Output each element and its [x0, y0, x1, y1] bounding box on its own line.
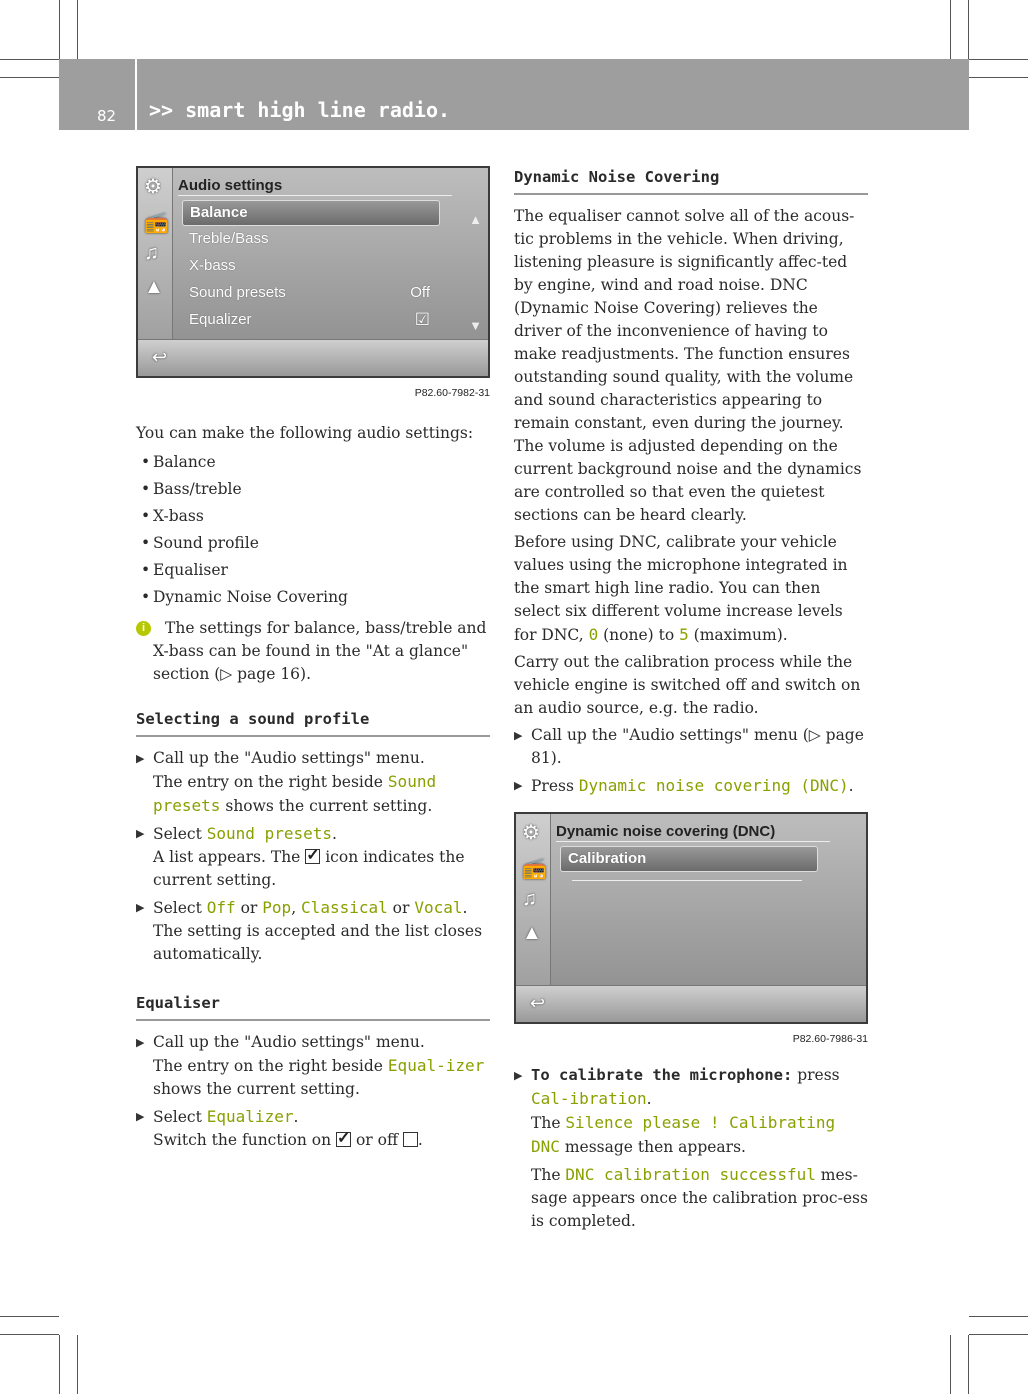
text: The — [531, 1114, 566, 1132]
page-header — [59, 59, 969, 130]
heading-sound-profile: Selecting a sound profile — [136, 708, 490, 737]
paragraph: Carry out the calibration process while the vehicle engine is switched off and switch on an audio source, e.g. the radio. — [514, 653, 861, 717]
info-icon: i — [136, 621, 151, 636]
screen-title: Audio settings — [178, 177, 283, 194]
step — [514, 774, 868, 798]
menu-item-label: Equalizer — [189, 311, 252, 328]
step — [136, 822, 490, 892]
sound-presets-value: Off — [410, 284, 430, 301]
step-result — [153, 1054, 490, 1101]
settings-list — [136, 449, 490, 611]
title-underline — [178, 195, 452, 196]
text: mes‐sage appears once the calibration proc‐ess is completed. — [531, 1166, 868, 1230]
highlight-text: Equal‐izer — [387, 1056, 485, 1075]
header-divider — [135, 59, 137, 130]
intro-text: You can make the following audio settings: — [136, 424, 474, 442]
step-text — [153, 1105, 490, 1129]
crop-mark — [77, 1335, 78, 1394]
list-item: • Sound profile — [136, 530, 490, 557]
music-note-icon: ♫ — [522, 888, 537, 910]
list-item: • Dynamic Noise Covering — [136, 584, 490, 611]
text: or — [387, 899, 415, 917]
text: Press — [531, 777, 579, 795]
radio-icon: 📻 — [144, 212, 169, 234]
audio-settings-screen — [136, 166, 490, 378]
crop-mark — [969, 77, 1028, 78]
step — [136, 1031, 490, 1101]
highlight-text: Sound presets — [153, 772, 437, 815]
highlight-text: Pop — [262, 898, 292, 917]
scroll-down-icon[interactable]: ▼ — [469, 318, 482, 333]
step-result — [153, 770, 490, 818]
info-note — [136, 617, 490, 686]
crop-mark — [59, 1335, 60, 1394]
text: Select — [153, 1108, 207, 1126]
text: Switch the function on — [153, 1131, 337, 1149]
text: . — [848, 777, 854, 795]
step — [514, 724, 868, 770]
text: or off — [351, 1131, 403, 1149]
step-text: ▶ Call up the "Audio settings" menu (▷ page 81). — [531, 726, 864, 767]
heading-dnc: Dynamic Noise Covering — [514, 166, 868, 195]
heading-equaliser: Equaliser — [136, 992, 490, 1021]
checkbox-empty-icon — [403, 1132, 418, 1147]
page-number: 82 — [97, 107, 117, 125]
crop-mark — [969, 1316, 1028, 1317]
text: A list appears. The — [153, 848, 306, 866]
step-result — [153, 846, 490, 892]
text: message then appears. — [559, 1138, 746, 1156]
crop-mark — [0, 1316, 59, 1317]
text: Select — [153, 825, 207, 843]
step — [136, 896, 490, 966]
crop-mark — [59, 0, 60, 59]
separator — [572, 880, 802, 881]
title-underline — [556, 841, 830, 842]
crop-mark — [77, 0, 78, 59]
paragraph: The equaliser cannot solve all of the acous‐tic problems in the vehicle. When driving, listening pleasure is significantly affec‐ted by engine, wind and road noise. DNC (Dynamic Noise Covering) relieves the driver of the inconvenience of having to make readjustments. The function ensures outstanding sound quality, with the volume and sound characteristics appearing to remain constant, even during the journey. The volume is adjusted depending on the current background noise and the dynamics are controlled so that even the quietest sections can be heard clearly. — [514, 207, 862, 524]
music-note-icon: ♫ — [144, 242, 159, 264]
list-item: • Bass/treble — [136, 476, 490, 503]
highlight-text: Dynamic noise covering (DNC) — [578, 776, 849, 795]
text: shows the current setting. — [220, 797, 433, 815]
menu-item-equalizer[interactable] — [182, 308, 440, 332]
step-text — [153, 896, 490, 920]
text: shows the current setting. — [153, 1080, 360, 1098]
text: The entry on the right beside — [153, 773, 388, 791]
right-column — [514, 166, 868, 1233]
figure-caption: P82.60-7982-31 — [414, 387, 490, 399]
bold-text: To calibrate the microphone: — [531, 1066, 793, 1084]
crop-mark — [0, 59, 59, 60]
crop-mark — [0, 77, 59, 78]
list-item: • X-bass — [136, 503, 490, 530]
text: icon indicates the current setting. — [153, 848, 465, 889]
back-bar — [516, 985, 866, 1022]
crop-mark — [950, 1335, 951, 1394]
paragraph — [514, 531, 868, 647]
radio-icon: 📻 — [522, 858, 547, 880]
text: or — [235, 899, 263, 917]
step-text: ▶ Call up the "Audio settings" menu. — [153, 749, 425, 767]
highlight-text: 0 — [588, 625, 599, 644]
checkbox-checked-icon — [336, 1132, 351, 1147]
menu-item-treble-bass[interactable]: Treble/Bass — [189, 230, 269, 247]
list-item: • Balance — [136, 449, 490, 476]
settings-gear-icon: ⚙ — [144, 176, 162, 198]
scroll-up-icon[interactable]: ▲ — [469, 212, 482, 227]
highlight-text: Sound presets — [206, 824, 332, 843]
text: . — [646, 1090, 652, 1108]
highlight-text: 5 — [679, 625, 689, 644]
text: (maximum). — [688, 626, 788, 644]
text: . — [332, 825, 337, 843]
highlight-text: Classical — [301, 898, 388, 917]
step — [136, 1105, 490, 1152]
crop-mark — [969, 59, 1028, 60]
text: (none) to — [598, 626, 680, 644]
crop-mark — [968, 1335, 969, 1394]
text: Select — [153, 899, 207, 917]
step-result — [531, 1163, 868, 1233]
step — [514, 1064, 868, 1233]
picture-icon: ▲ — [144, 276, 164, 298]
menu-item-x-bass[interactable]: X-bass — [189, 257, 236, 274]
highlight-text: Silence please ! Calibrating DNC — [531, 1113, 836, 1156]
screen-title: Dynamic noise covering (DNC) — [556, 823, 776, 840]
screen-icon-bar — [138, 168, 173, 340]
menu-item-balance[interactable]: Balance — [182, 200, 440, 226]
info-text: The settings for balance, bass/treble and X-bass can be found in the "At a glance" section (▷ page 16). — [153, 619, 487, 683]
section-title: >> smart high line radio. — [149, 98, 451, 122]
checkbox-checked-icon — [305, 849, 320, 864]
list-item: • Equaliser — [136, 557, 490, 584]
highlight-text: Equalizer — [206, 1107, 294, 1126]
back-icon[interactable]: ↩ — [530, 993, 546, 1013]
crop-mark — [968, 0, 969, 59]
step-text — [531, 774, 868, 798]
highlight-text: Off — [206, 898, 236, 917]
text: The — [531, 1166, 566, 1184]
menu-item-sound-presets[interactable] — [182, 281, 440, 305]
text: The entry on the right beside — [153, 1057, 388, 1075]
highlight-text: DNC calibration successful — [565, 1165, 816, 1184]
back-icon[interactable]: ↩ — [152, 347, 168, 367]
step-result — [153, 1129, 490, 1152]
checkbox-checked-icon: ☑ — [414, 310, 430, 329]
crop-mark — [969, 1334, 1028, 1335]
step-result: The setting is accepted and the list closes automatically. — [153, 922, 483, 963]
text: Before using DNC, calibrate your vehicle values using the microphone integrated in the smart high line radio. You can then select six different volume increase levels for DNC, — [514, 533, 848, 644]
step-text — [153, 822, 490, 846]
screen-icon-bar — [516, 814, 551, 986]
text: . — [293, 1108, 299, 1126]
menu-item-calibration[interactable]: Calibration — [560, 846, 818, 872]
text: . — [417, 1131, 423, 1149]
menu-item-label: Sound presets — [189, 284, 286, 301]
text: , — [291, 899, 302, 917]
crop-mark — [950, 0, 951, 59]
back-bar — [138, 339, 488, 376]
text: press — [792, 1066, 840, 1084]
highlight-text: Vocal — [414, 898, 463, 917]
step-text: ▶ Call up the "Audio settings" menu. — [153, 1033, 425, 1051]
settings-gear-icon: ⚙ — [522, 822, 540, 844]
step-text — [531, 1064, 868, 1111]
text: . — [462, 899, 468, 917]
dnc-screen — [514, 812, 868, 1024]
step-result — [531, 1111, 868, 1159]
step — [136, 747, 490, 818]
picture-icon: ▲ — [522, 922, 542, 944]
crop-mark — [0, 1334, 59, 1335]
figure-caption: P82.60-7986-31 — [792, 1033, 868, 1045]
highlight-text: Cal‐ibration — [531, 1089, 647, 1108]
left-column — [136, 166, 490, 1152]
